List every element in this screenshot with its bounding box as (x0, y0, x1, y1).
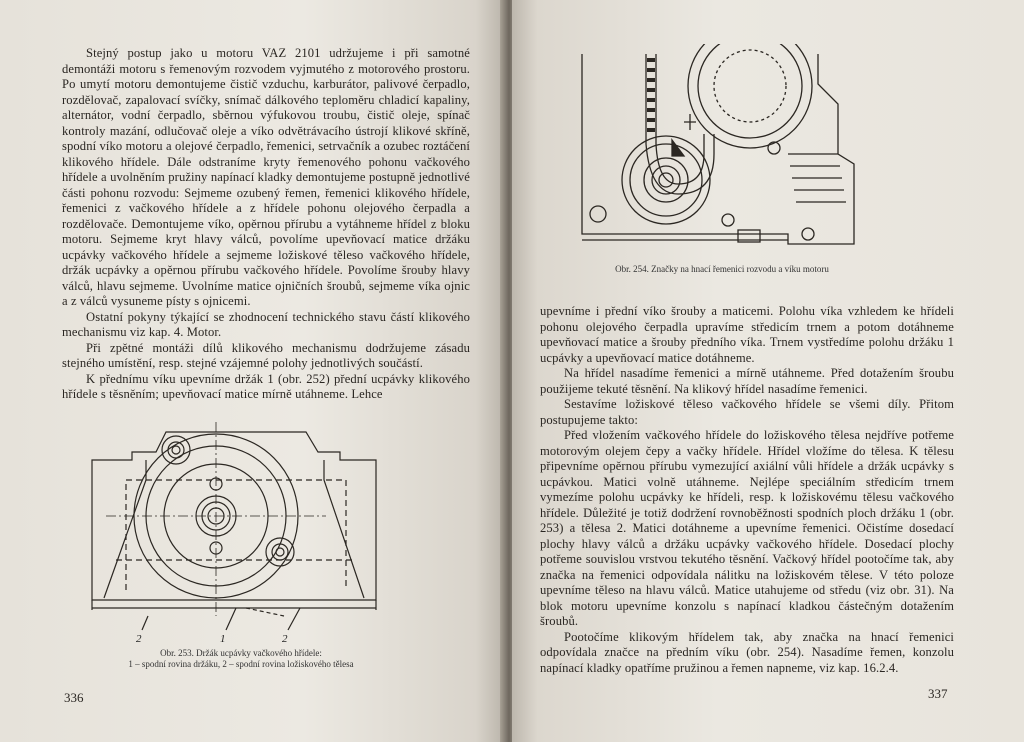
paragraph: upevníme i přední víko šrouby a maticemi. Polohu víka vzhledem ke hřídeli pohonu olejového čerpadla upravíme středicím trnem a potom dotáhneme upevňovací matice a šrouby předního víka. Trnem vystředíme polohu držáku 1 ucpávky a upevňovací matice dotáhneme. (540, 304, 954, 365)
paragraph: Sestavíme ložiskové těleso vačkového hřídele se všemi díly. Přitom postupujeme takto: (540, 397, 954, 427)
figure-label: 1 (220, 633, 226, 645)
figure-label: 2 (136, 633, 142, 645)
page-number: 336 (64, 690, 84, 705)
paragraph: Na hřídel nasadíme řemenici a mírně utáhneme. Před dotažením šroubu použijeme tekuté těsnění. Na klikový hřídel nasadíme řemenici. (540, 366, 954, 396)
paragraph: Před vložením vačkového hřídele do ložiskového tělesa nejdříve potřeme motorovým olejem čepy a vačky hřídele. Hřídel vložíme do tělesa. K tělesu připevníme opěrnou přírubu vymezující axiální vůli hřídele a držák ucpávky s ucpávkou. Matici volně utáhneme. Nejlépe speciálním středicím trnem vymezíme polohu ucpávky ke hřídeli, resp. k ložiskovému tělesu vačkového hřídele. Důležité je totiž dodržení rovnoběžnosti spodních ploch držáku 1 (obr. 253) a tělesa 2. Matici dotáhneme a upevníme řemenici. Očistíme dosedací plochy hlavy válců a držáku ucpávky vačkového hřídele. Dosedací plochy potřeme souvislou vrstvou tekutého těsnění. Vačkový hřídel pootočíme tak, aby značka na řemenici odpovídala nálitku na ložiskovém tělese. V této poloze upevníme těleso na hlavu válců. Matice utahujeme od středu (viz obr. 31). Na blok motoru upevníme konzolu s napínací kladkou částečným dotažením šroubů. (540, 428, 954, 628)
paragraph: Pootočíme klikovým hřídelem tak, aby značka na hnací řemenici odpovídala značce na předním víku (obr. 254). Nasadíme řemen, konzolu napínací kladky opatříme pružinou a řemen napneme, viz kap. 16.2.4. (540, 629, 954, 675)
left-page (0, 0, 506, 742)
left-page-text (62, 46, 470, 403)
paragraph: Ostatní pokyny týkající se zhodnocení technického stavu částí klikového mechanismu viz kap. 4. Motor. (62, 309, 470, 339)
figure-253-drawing (86, 420, 386, 648)
right-page-text (540, 304, 954, 676)
figure-label: 2 (282, 633, 288, 645)
right-page (512, 0, 1024, 742)
figure-253-caption (86, 648, 396, 670)
paragraph: K přednímu víku upevníme držák 1 (obr. 252) přední ucpávky klikového hřídele s těsněním; upevňovací matice mírně utáhneme. Lehce (62, 371, 470, 401)
paragraph: Při zpětné montáži dílů klikového mechanismu dodržujeme zásadu stejného umístění, resp. stejné vzájemné polohy jednotlivých součástí. (62, 340, 470, 370)
paragraph: Stejný postup jako u motoru VAZ 2101 udržujeme i při samotné demontáži motoru s řemenovým rozvodem vyjmutého z motorového prostoru. Po umytí motoru demontujeme čistič vzduchu, karburátor, palivové čerpadlo, rozdělovač, zapalovací svíčky, snímač dálkového teploměru chladicí kapaliny, alternátor, vodní čerpadlo, sběrnou výfukovou troubu, čistič oleje, spínač kontroly mazání, odlučovač oleje a víko odvětrávacího ústrojí klikové skříně, spodní víko motoru a olejové čerpadlo, řemenici, setrvačník a ozubec roztáčení klikového hřídele. Dále odstraníme kryty řemenového pohonu vačkového hřídele a uvolněním pružiny napínací kladky demontujeme postupně jednotlivé části pohonu rozvodu: Sejmeme ozubený řemen, řemenici klikového hřídele, řemenici z vačkového hřídele a z hřídele pohonu olejového čerpadla a rozdělovače. Demontujeme víko, opěrnou přírubu a vytáhneme hřídel z bloku motoru. Sejmeme kryt hlavy válců, povolíme upevňovací matice držáku ucpávky vačkového hřídele a sejmeme ložiskové těleso vačkového hřídele, držák ucpávky a opěrnou přírubu vačkového hřídele. Povolíme šrouby hlavy válců, hlavu sejmeme. Uvolníme matice ojničních šroubů, sejmeme víka ojnic a z válců vysuneme písty s ojnicemi. (62, 46, 470, 308)
page-number: 337 (928, 686, 948, 701)
caption-line: 1 – spodní rovina držáku, 2 – spodní rovina ložiskového tělesa (128, 659, 354, 669)
figure-254-drawing (568, 44, 862, 254)
caption-line: Obr. 253. Držák ucpávky vačkového hřídele: (160, 648, 322, 658)
figure-254-caption: Obr. 254. Značky na hnací řemenici rozvodu a víku motoru (615, 264, 829, 274)
